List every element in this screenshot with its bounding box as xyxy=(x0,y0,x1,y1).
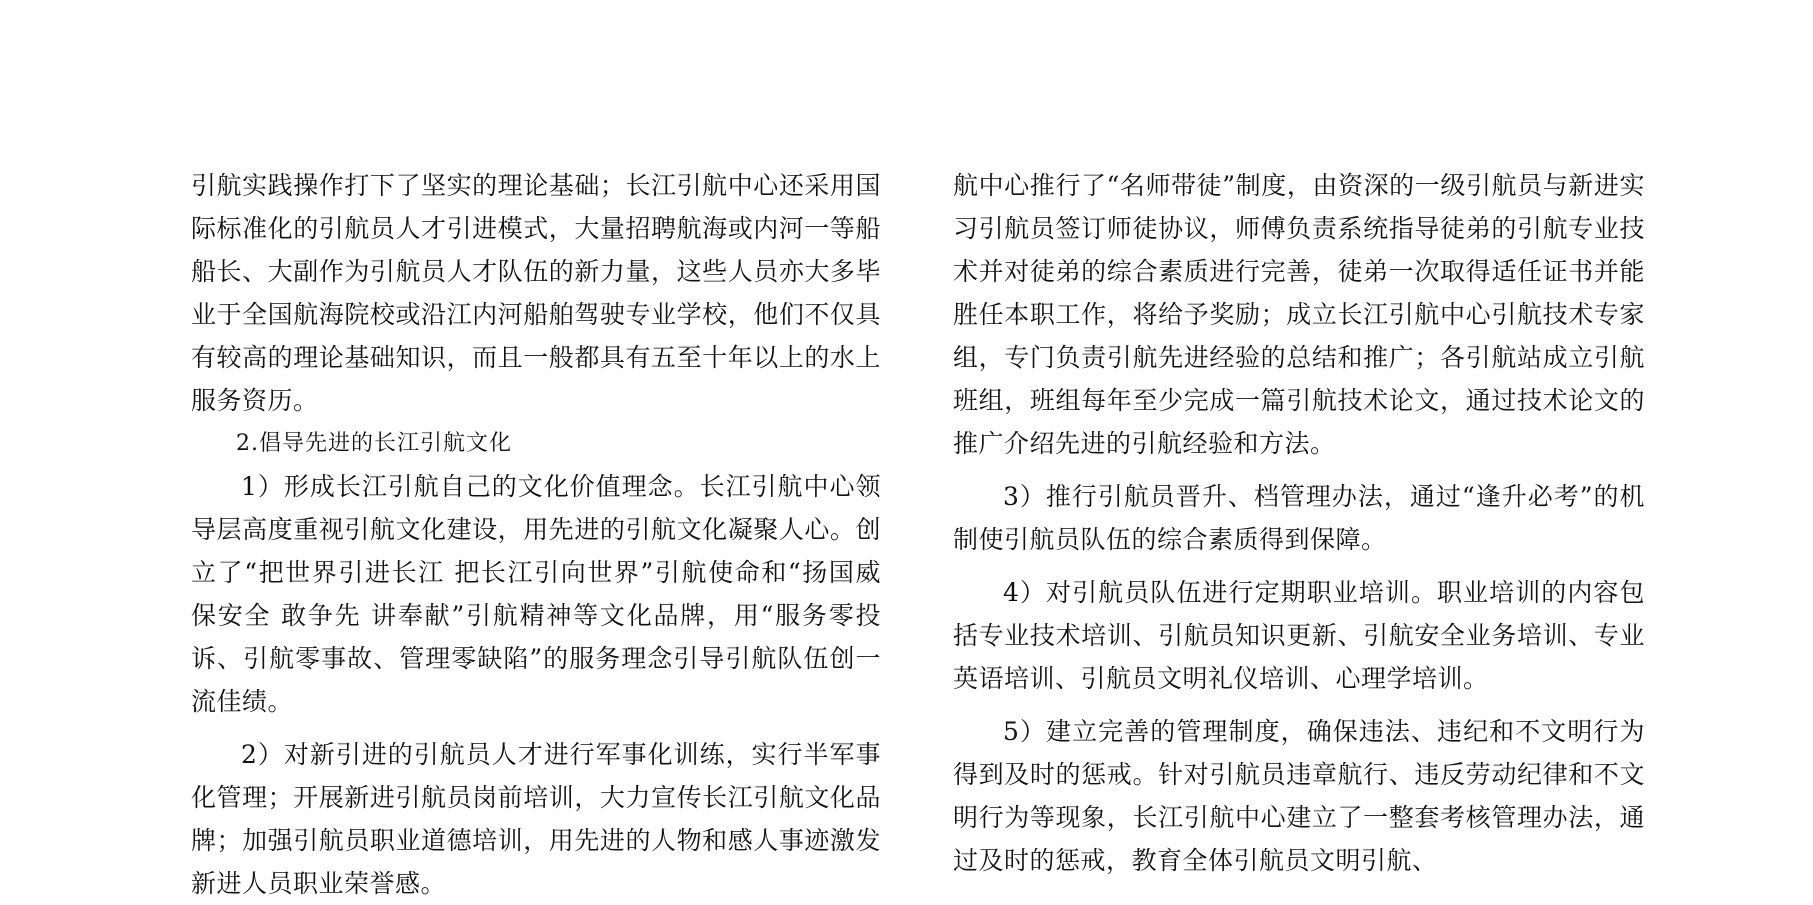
paragraph-item-5: 5）建立完善的管理制度，确保违法、违纪和不文明行为得到及时的惩戒。针对引航员违章航行、违反劳动纪律和不文明行为等现象，长江引航中心建立了一整套考核管理办法，通过及时的惩戒，教育全体引航员文明引航、 xyxy=(953,717,1645,875)
paragraph-item-1: 1）形成长江引航自己的文化价值理念。长江引航中心领导层高度重视引航文化建设，用先进的引航文化凝聚人心。创立了“把世界引进长江 把长江引向世界”引航使命和“扬国威 保安全 敢争先 讲奉献”引航精神等文化品牌，用“服务零投诉、引航零事故、管理零缺陷”的服务理念引导引航队伍创一流佳绩。 xyxy=(191,472,881,716)
paragraph-continuation: 引航实践操作打下了坚实的理论基础；长江引航中心还采用国际标准化的引航员人才引进模式，大量招聘航海或内河一等船船长、大副作为引航员人才队伍的新力量，这些人员亦大多毕业于全国航海院校或沿江内河船舶驾驶专业学校，他们不仅具有较高的理论基础知识，而且一般都具有五至十年以上的水上服务资历。 xyxy=(191,171,881,415)
left-column xyxy=(191,164,881,905)
paragraph-item-2: 2）对新引进的引航员人才进行军事化训练，实行半军事化管理；开展新进引航员岗前培训，大力宣传长江引航文化品牌；加强引航员职业道德培训，用先进的人物和感人事迹激发新进人员职业荣誉感。 xyxy=(191,740,881,898)
paragraph-continuation: 航中心推行了“名师带徒”制度，由资深的一级引航员与新进实习引航员签订师徒协议，师傅负责系统指导徒弟的引航专业技术并对徒弟的综合素质进行完善，徒弟一次取得适任证书并能胜任本职工作，将给予奖励；成立长江引航中心引航技术专家组，专门负责引航先进经验的总结和推广；各引航站成立引航班组，班组每年至少完成一篇引航技术论文，通过技术论文的推广介绍先进的引航经验和方法。 xyxy=(953,171,1645,458)
paragraph-item-4: 4）对引航员队伍进行定期职业培训。职业培训的内容包括专业技术培训、引航员知识更新、引航安全业务培训、专业英语培训、引航员文明礼仪培训、心理学培训。 xyxy=(953,578,1645,693)
section-heading: 2.倡导先进的长江引航文化 xyxy=(236,431,512,456)
right-column xyxy=(953,164,1645,882)
paragraph-item-3: 3）推行引航员晋升、档管理办法，通过“逢升必考”的机制使引航员队伍的综合素质得到保障。 xyxy=(953,482,1645,554)
